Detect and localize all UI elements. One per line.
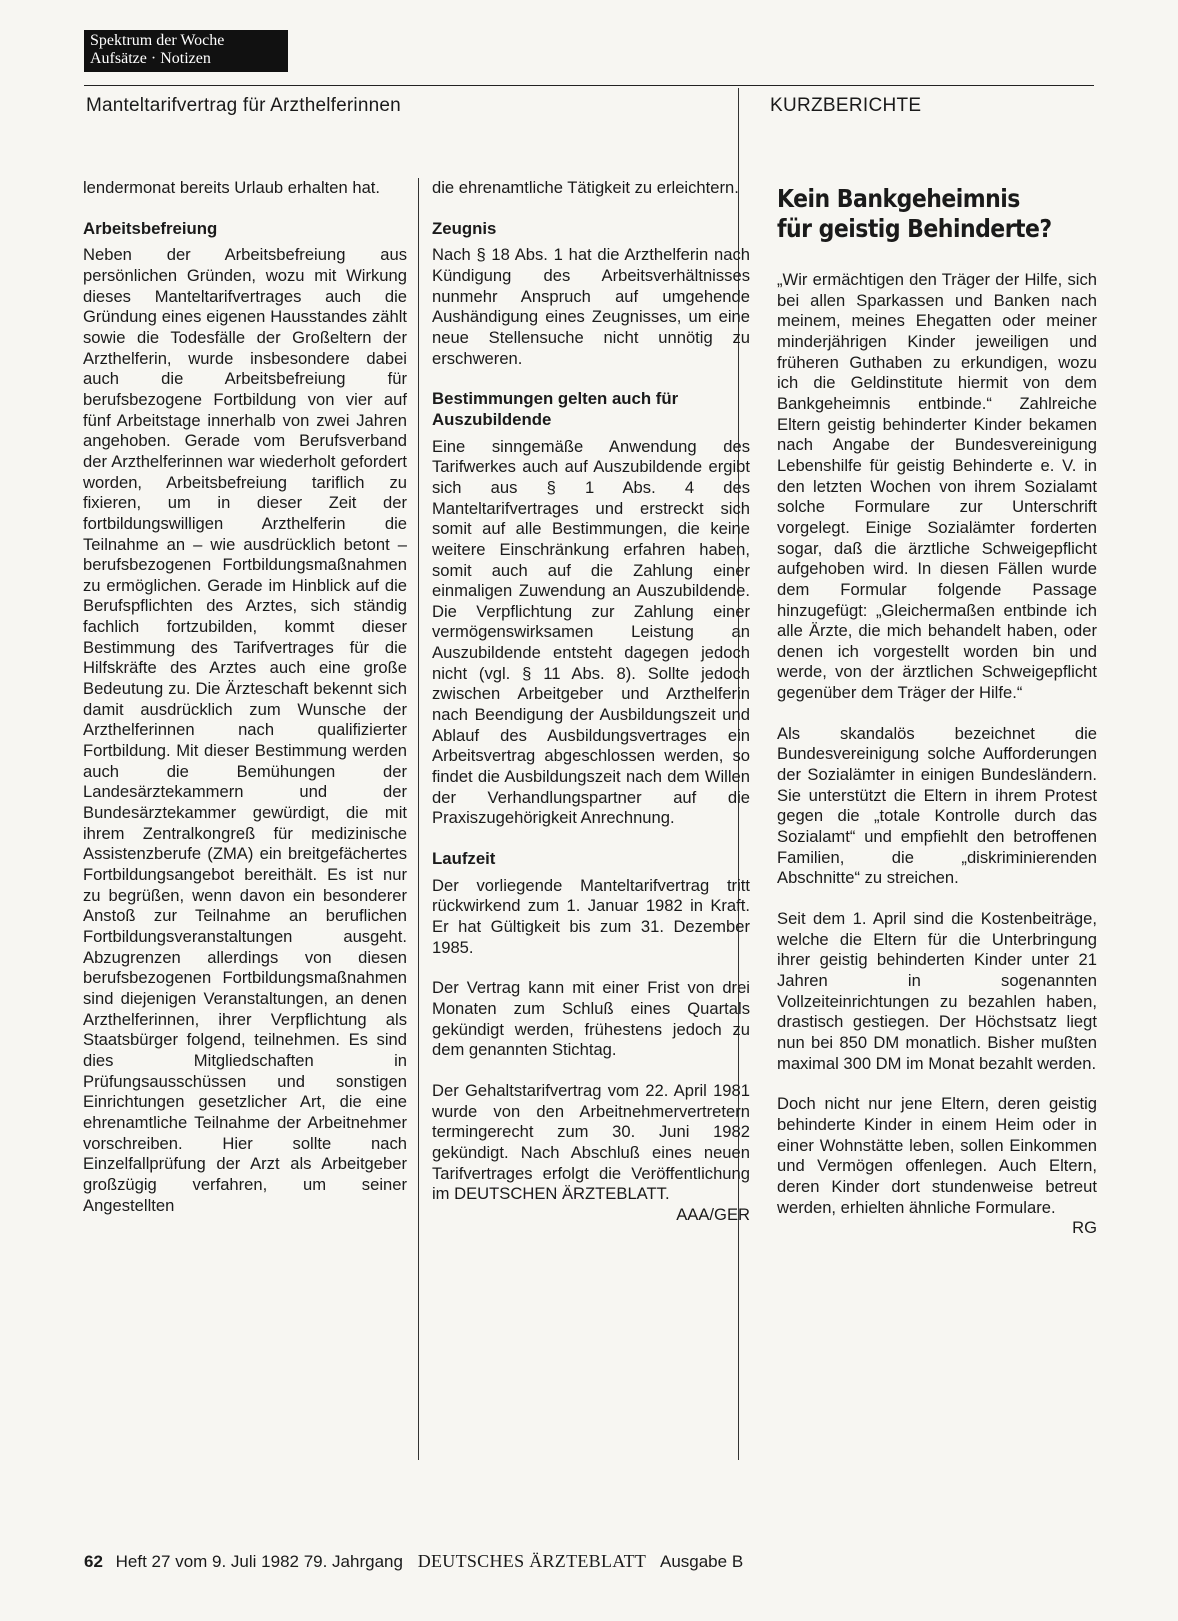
column-1 — [83, 178, 407, 1216]
paragraph-laufzeit-1: Der vorliegende Manteltarifvertrag tritt rückwirkend zum 1. Januar 1982 in Kraft. Er hat Gültigkeit bis zum 31. Dezember 1985. — [432, 875, 750, 957]
page-footer — [84, 1551, 743, 1572]
header-rule — [84, 85, 1094, 86]
masthead-line-2: Aufsätze · Notizen — [90, 50, 211, 67]
headline-line-1: Kein Bankgeheimnis — [777, 184, 1020, 213]
publication-name: DEUTSCHES ÄRZTEBLATT — [417, 1551, 647, 1571]
article-headline — [777, 184, 1059, 244]
issue-info: Heft 27 vom 9. Juli 1982 79. Jahrgang — [115, 1552, 403, 1571]
column-3 — [777, 178, 1097, 1239]
column-divider-1 — [418, 178, 419, 1460]
article-signature-line — [777, 1218, 1097, 1239]
subhead-arbeitsbefreiung: Arbeitsbefreiung — [83, 218, 218, 238]
headline-line-2: für geistig Behinderte? — [777, 214, 1052, 243]
paragraph-gehaltstarif: Der Gehaltstarifvertrag vom 22. April 1981 wurde von den Arbeitnehmervertretern termingerecht zum 30. Juni 1982 gekündigt. Nach Abschluß eines neuen Tarifvertrages erfolgt die Veröffentlichung im DEUTSCHEN ÄRZTEBLATT. — [432, 1080, 750, 1204]
paragraph-zeugnis: Nach § 18 Abs. 1 hat die Arzthelferin nach Kündigung des Arbeitsverhältnisses nunmehr Anspruch auf umgehende Aushändigung eines Zeugnisses, um eine neue Stellensuche nicht unnötig zu erschweren. — [432, 245, 750, 368]
article-paragraph-3: Seit dem 1. April sind die Kostenbeiträge, welche die Eltern für die Unterbringung ihrer geistig behinderten Kinder unter 21 Jahren in sogenannten Vollzeiteinrichtungen zu bezahlen haben, drastisch gestiegen. Der Höchstsatz liegt nun bei 850 DM monatlich. Bisher mußten maximal 300 DM im Monat bezahlt werden. — [777, 909, 1097, 1073]
column-1-intro: lendermonat bereits Urlaub erhalten hat. — [83, 178, 381, 197]
subhead-laufzeit: Laufzeit — [432, 849, 496, 869]
article-paragraph-2: Als skandalös bezeichnet die Bundesvereinigung solche Aufforderungen der Sozialämter in einigen Bundesländern. Sie unterstützt die Eltern in ihrem Protest gegen die „totale Kontrolle durch das Sozialamt“ und empfiehlt den betroffenen Familien, die „diskriminierenden Abschnitte“ zu streichen. — [777, 723, 1097, 888]
running-title: Manteltarifvertrag für Arzthelferinnen — [86, 95, 401, 116]
masthead-line-1: Spektrum der Woche — [90, 32, 225, 49]
article-paragraph-4: Doch nicht nur jene Eltern, deren geistig behinderte Kinder in einem Heim oder in einer Wohnstätte leben, sollen Einkommen und Vermögen offenlegen. Auch Eltern, deren Kinder dort stundenweise betreut werden, erhielten ähnliche Formulare. — [777, 1094, 1097, 1217]
article-signature: RG — [1072, 1218, 1097, 1238]
masthead-label — [84, 30, 288, 72]
page-number: 62 — [84, 1552, 103, 1571]
article-paragraph-1: „Wir ermächtigen den Träger der Hilfe, sich bei allen Sparkassen und Banken nach meinem, meines Ehegatten oder meiner minderjährigen Kinder jeweiligen und früheren Guthaben zu erkundigen, wozu ich die Geldinstitute hiermit von dem Bankgeheimnis entbinde.“ Zahlreiche Eltern geistig behinderter Kinder bekamen nach Angabe der Bundesvereinigung Lebenshilfe für geistig Behinderte e. V. in den letzten Wochen von ihrem Sozialamt solche Formulare zur Unterschrift vorgelegt. Einige Sozialämter forderten sogar, daß die ärztliche Schweigepflicht aufgehoben wird. In diesen Fällen wurde dem Formular folgende Passage hinzugefügt: „Gleichermaßen entbinde ich alle Ärzte, die mich behandelt haben, oder denen ich vorgestellt worden bin und werde, von der ärztlichen Schweigepflicht gegenüber dem Träger der Hilfe.“ — [777, 270, 1097, 703]
section-label: KURZBERICHTE — [770, 95, 922, 116]
column-2 — [432, 178, 750, 1226]
paragraph-laufzeit-2: Der Vertrag kann mit einer Frist von drei Monaten zum Schluß eines Quartals gekündigt werden, frühestens jedoch zu dem genannten Stichtag. — [432, 978, 750, 1060]
subhead-bestimmungen: Bestimmungen gelten auch für Auszubildende — [432, 389, 679, 429]
author-signature: AAA/GER — [676, 1204, 750, 1224]
edition-label: Ausgabe B — [659, 1552, 744, 1571]
column-1-body: Neben der Arbeitsbefreiung aus persönlichen Gründen, wozu mit Wirkung dieses Manteltarifvertrages auch die Gründung eines eigenen Hausstandes zählt sowie die Todesfälle der Großeltern der Arzthelferin, wurde insbesondere dabei auch die Arbeitsbefreiung für berufsbezogene Fortbildung von vier auf fünf Arbeitstage innerhalb von zwei Jahren angehoben. Gerade vom Berufsverband der Arzthelferinnen war wiederholt gefordert worden, Arbeitsbefreiung tariflich zu fixieren, um in dieser Zeit der fortbildungswilligen Arzthelferin die Teilnahme an – wie ausdrücklich betont – berufsbezogenen Fortbildungsmaßnahmen zu ermöglichen. Gerade im Hinblick auf die Berufspflichten des Arztes, sich ständig fachlich fortzubilden, kommt dieser Bestimmung des Tarifvertrages für die Hilfskräfte des Arztes auch eine große Bedeutung zu. Die Ärzteschaft bekennt sich damit ausdrücklich zum Wunsche der Arzthelferinnen nach qualifizierter Fortbildung. Mit dieser Bestimmung werden auch die Bemühungen der Landesärztekammern und der Bundesärztekammer gewürdigt, die mit ihrem Zentralkongreß für medizinische Assistenzberufe (ZMA) ein breitgefächertes Fortbildungsangebot bereithält. Es ist nur zu begrüßen, wenn davon ein besonderer Anstoß zur Teilnahme an beruflichen Fortbildungsveranstaltungen ausgeht. Abzugrenzen allerdings von diesen berufsbezogenen Fortbildungsmaßnahmen sind diejenigen Veranstaltungen, an denen Arzthelferinnen, ihrer Verpflichtung als Staatsbürger folgend, teilnehmen. Es sind dies Mitgliedschaften in Prüfungsausschüssen und sonstigen Einrichtungen gesetzlicher Art, die eine ehrenamtliche Teilnahme der Arbeitnehmer vorschreiben. Hier sollte nach Einzelfallprüfung der Arzt als Arbeitgeber großzügig verfahren, um seiner Angestellten — [83, 245, 407, 1215]
paragraph-bestimmungen: Eine sinngemäße Anwendung des Tarifwerkes auch auf Auszubildende ergibt sich aus § 1 Abs. 4 des Manteltarifvertrages und erstreckt sich somit auf alle Bestimmungen, die keine weitere Einschränkung erfahren haben, somit auch auf die Zahlung einer einmaligen Zuwendung an Auszubildende. Die Verpflichtung zur Zahlung einer vermögenswirksamen Leistung an Auszubildende entsteht dagegen jedoch nicht (vgl. § 11 Abs. 8). Sollte jedoch zwischen Arbeitgeber und Arzthelferin nach Beendigung der Ausbildungszeit und Ablauf des Ausbildungsvertrages ein Arbeitsvertrag abgeschlossen werden, so findet die Ausbildungszeit nach dem Willen der Verhandlungspartner auf die Praxiszugehörigkeit Anrechnung. — [432, 436, 750, 828]
signature-line — [432, 1205, 750, 1226]
column-2-intro: die ehrenamtliche Tätigkeit zu erleichtern. — [432, 178, 739, 197]
subhead-zeugnis: Zeugnis — [432, 218, 497, 238]
